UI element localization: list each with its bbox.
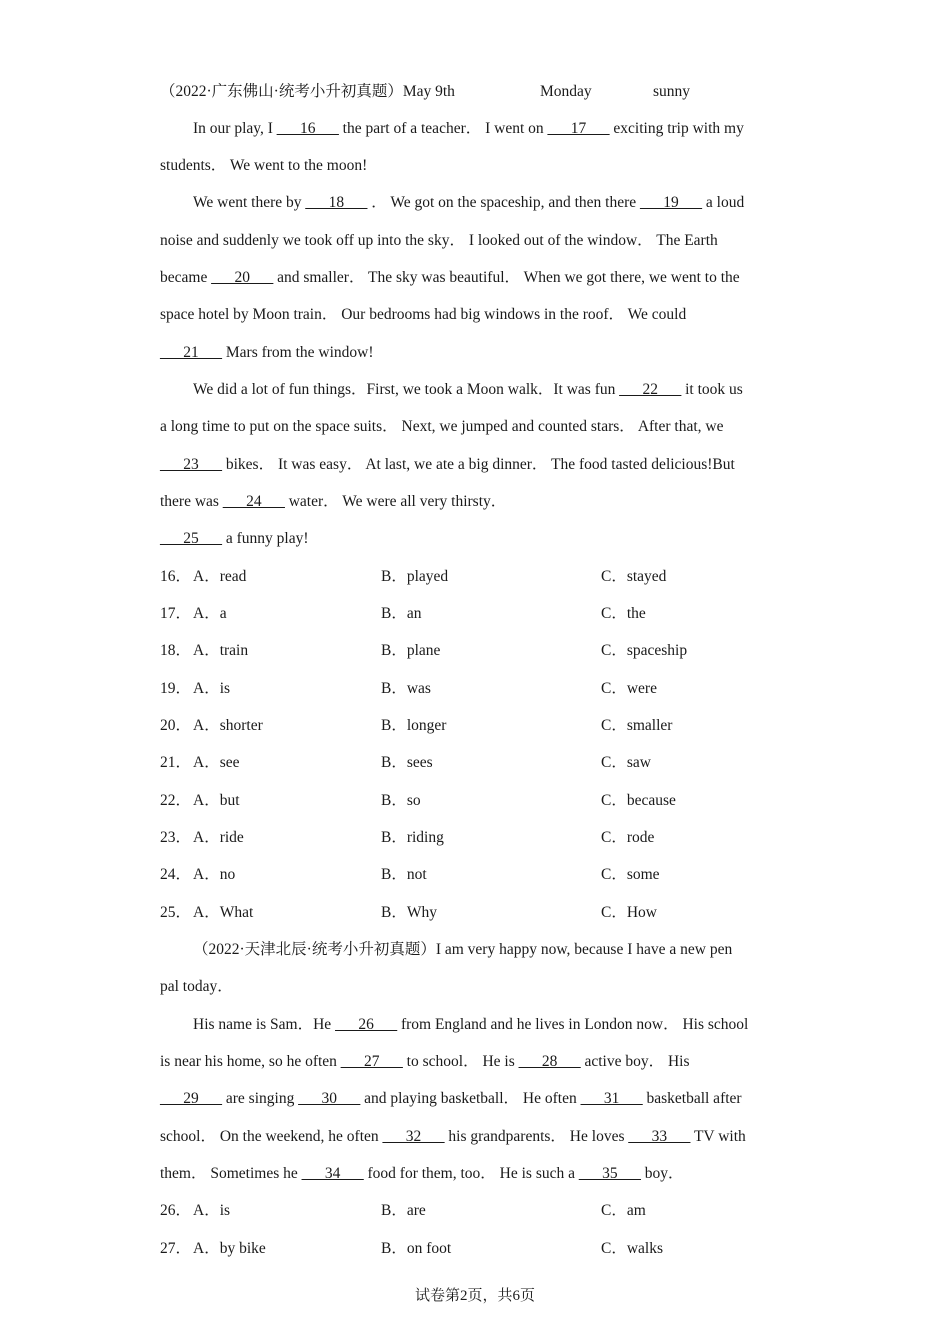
blank-27: ___27___ (340, 1053, 403, 1070)
passage1-line: In our play, I ___16___ the part of a teacher． I went on ___17___ exciting trip with my (193, 120, 744, 137)
passage1-line: there was ___24___ water． We were all very thirsty． (160, 493, 507, 510)
passage1-source: （2022·广东佛山·统考小升初真题）May 9th (160, 83, 455, 100)
option-a[interactable]: A．shorter (193, 717, 263, 734)
passage1-line: became ___20___ and smaller． The sky was beautiful． When we got there, we went to the (160, 269, 740, 286)
option-c[interactable]: C．the (601, 605, 646, 622)
option-a[interactable]: A．but (193, 792, 240, 809)
question-row (0, 1201, 950, 1221)
option-a[interactable]: A．What (193, 904, 254, 921)
blank-18: ___18___ (305, 194, 368, 211)
question-row (0, 791, 950, 811)
option-a[interactable]: A．by bike (193, 1240, 266, 1257)
passage1-day: Monday (540, 83, 592, 100)
blank-29: ___29___ (160, 1090, 222, 1107)
blank-30: ___30___ (298, 1090, 361, 1107)
blank-25: ___25___ (160, 530, 222, 547)
blank-17: ___17___ (547, 120, 610, 137)
question-number: 21． (160, 754, 192, 771)
question-number: 17． (160, 605, 192, 622)
blank-34: ___34___ (301, 1165, 364, 1182)
passage1-line: ___23___ bikes． It was easy． At last, we ate a big dinner． The food tasted delicious!But (160, 456, 735, 473)
option-a[interactable]: A．see (193, 754, 240, 771)
option-b[interactable]: B．plane (381, 642, 441, 659)
question-row (0, 865, 950, 885)
option-b[interactable]: B．sees (381, 754, 433, 771)
question-row (0, 567, 950, 587)
option-b[interactable]: B．on foot (381, 1240, 452, 1257)
option-c[interactable]: C．were (601, 680, 657, 697)
blank-21: ___21___ (160, 344, 222, 361)
blank-33: ___33___ (628, 1128, 691, 1145)
question-number: 22． (160, 792, 192, 809)
option-c[interactable]: C．because (601, 792, 676, 809)
option-b[interactable]: B．an (381, 605, 422, 622)
blank-31: ___31___ (580, 1090, 643, 1107)
option-b[interactable]: B．was (381, 680, 431, 697)
question-row (0, 604, 950, 624)
option-c[interactable]: C．saw (601, 754, 651, 771)
blank-35: ___35___ (578, 1165, 641, 1182)
option-c[interactable]: C．stayed (601, 568, 667, 585)
option-c[interactable]: C．rode (601, 829, 655, 846)
passage2-line: ___29___ are singing ___30___ and playing basketball． He often ___31___ basketball after (160, 1090, 742, 1107)
option-c[interactable]: C．am (601, 1202, 646, 1219)
option-a[interactable]: A．is (193, 1202, 231, 1219)
question-number: 23． (160, 829, 192, 846)
passage1-line: students． We went to the moon! (160, 157, 368, 174)
passage1-line: ___21___ Mars from the window! (160, 344, 374, 361)
passage2-line: school． On the weekend, he often ___32___ his grandparents． He loves ___33___ TV with (160, 1128, 746, 1145)
option-c[interactable]: C．smaller (601, 717, 673, 734)
option-a[interactable]: A．ride (193, 829, 244, 846)
question-number: 27． (160, 1240, 192, 1257)
question-row (0, 828, 950, 848)
question-row (0, 1239, 950, 1259)
option-b[interactable]: B．are (381, 1202, 426, 1219)
question-number: 26． (160, 1202, 192, 1219)
option-c[interactable]: C．walks (601, 1240, 664, 1257)
option-c[interactable]: C．spaceship (601, 642, 688, 659)
passage1-line: We went there by ___18___ ． We got on the spaceship, and then there ___19___ a loud (193, 194, 745, 211)
blank-28: ___28___ (518, 1053, 581, 1070)
question-row (0, 641, 950, 661)
question-row (0, 753, 950, 773)
option-b[interactable]: B．riding (381, 829, 444, 846)
passage2-line: His name is Sam．He ___26___ from England and he lives in London now． His school (193, 1016, 749, 1033)
option-a[interactable]: A．no (193, 866, 236, 883)
option-b[interactable]: B．longer (381, 717, 447, 734)
passage1-line: a long time to put on the space suits． Next, we jumped and counted stars． After that, we (160, 418, 724, 435)
option-c[interactable]: C．How (601, 904, 657, 921)
blank-32: ___32___ (382, 1128, 445, 1145)
question-number: 18． (160, 642, 192, 659)
question-row (0, 679, 950, 699)
passage2-source: （2022·天津北辰·统考小升初真题）I am very happy now, because I have a new pen (193, 941, 733, 958)
option-a[interactable]: A．a (193, 605, 227, 622)
option-b[interactable]: B．so (381, 792, 421, 809)
blank-23: ___23___ (160, 456, 222, 473)
question-number: 20． (160, 717, 192, 734)
passage1-line: space hotel by Moon train． Our bedrooms had big windows in the roof． We could (160, 306, 687, 323)
passage2-source-cont: pal today． (160, 978, 233, 995)
blank-26: ___26___ (335, 1016, 398, 1033)
blank-20: ___20___ (211, 269, 274, 286)
passage1-weather: sunny (653, 83, 691, 100)
passage1-line: We did a lot of fun things．First, we took a Moon walk．It was fun ___22___ it took us (193, 381, 743, 398)
blank-19: ___19___ (640, 194, 703, 211)
question-row (0, 716, 950, 736)
blank-24: ___24___ (222, 493, 285, 510)
question-number: 16． (160, 568, 192, 585)
question-number: 24． (160, 866, 192, 883)
option-b[interactable]: B．played (381, 568, 449, 585)
option-b[interactable]: B．not (381, 866, 427, 883)
option-a[interactable]: A．read (193, 568, 247, 585)
option-a[interactable]: A．is (193, 680, 231, 697)
blank-16: ___16___ (276, 120, 339, 137)
option-a[interactable]: A．train (193, 642, 249, 659)
passage1-line: ___25___ a funny play! (160, 530, 309, 547)
question-row (0, 903, 950, 923)
question-number: 19． (160, 680, 192, 697)
option-c[interactable]: C．some (601, 866, 660, 883)
passage2-line: is near his home, so he often ___27___ to school． He is ___28___ active boy． His (160, 1053, 690, 1070)
passage1-line: noise and suddenly we took off up into the sky． I looked out of the window． The Earth (160, 232, 718, 249)
option-b[interactable]: B．Why (381, 904, 437, 921)
blank-22: ___22___ (619, 381, 682, 398)
question-number: 25． (160, 904, 192, 921)
passage2-line: them． Sometimes he ___34___ food for them, too． He is such a ___35___ boy． (160, 1165, 684, 1182)
page-footer: 试卷第2页，共6页 (414, 1288, 535, 1304)
